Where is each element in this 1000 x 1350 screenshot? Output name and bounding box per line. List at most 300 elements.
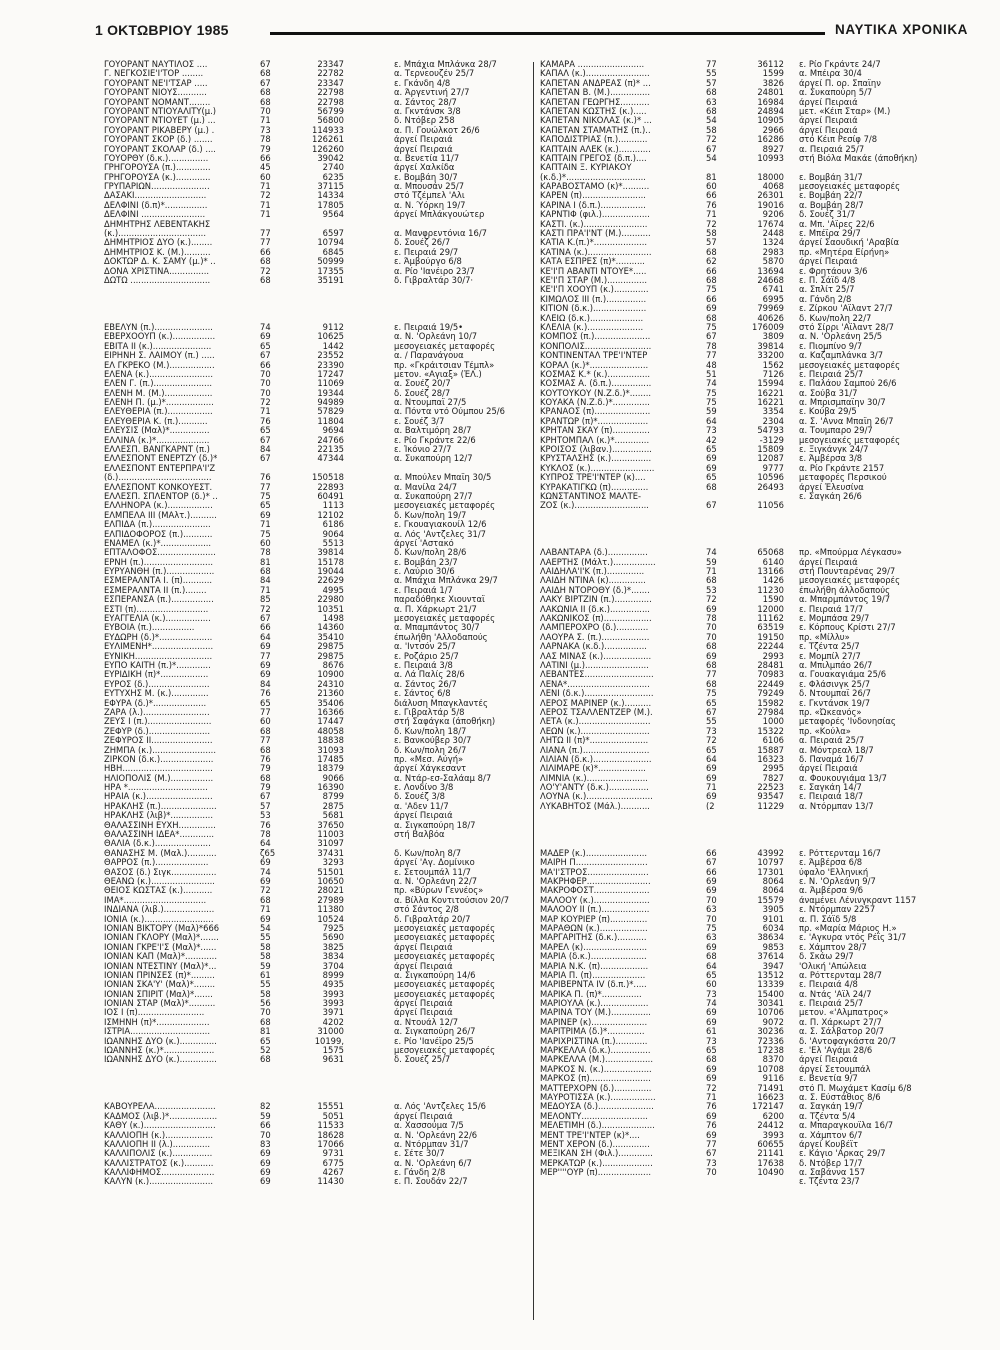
ship-row <box>104 915 529 924</box>
ship-location: ε. Κόρπους Κρίστι 27/7 <box>799 623 896 633</box>
ship-row <box>104 454 529 463</box>
ship-name: ΓΟΥΟΡΑΝΤ ΡΙΚΑΒΕΡΥ (μ.) . <box>104 125 215 135</box>
ship-location: άργεί Πειραιά <box>799 125 858 135</box>
tonnage: 79969 <box>757 303 784 314</box>
build-year: 67 <box>260 59 271 69</box>
tonnage: 11430 <box>317 1176 344 1187</box>
build-year: 69 <box>706 1063 717 1074</box>
ship-location: α. Πειραιά 25/7 <box>799 736 865 746</box>
ship-row <box>540 952 940 961</box>
ship-row <box>540 323 940 332</box>
ship-name: ΕΒΕΛΥΝ (π.)...................... <box>104 322 213 332</box>
build-year: 77 <box>706 669 717 680</box>
ship-row <box>540 445 940 454</box>
tonnage: 8064 <box>762 885 784 896</box>
ship-location: α. Ντουμπαΐ 27/5 <box>394 398 467 408</box>
ship-location: α. Ν. 'Ορλεάνη 10/7 <box>394 332 478 342</box>
ship-location: δ. Κων/πολη 28/6 <box>394 548 467 558</box>
ship-row <box>540 999 940 1008</box>
ship-location: ε. Φρητάουν 3/6 <box>799 266 868 276</box>
tonnage: 72336 <box>757 1035 784 1046</box>
build-year: 62 <box>706 256 717 267</box>
page-header <box>95 20 969 44</box>
ship-name: ΙΝΔΙΑΝΑ (λιβ.)................... <box>104 905 215 915</box>
ship-name: ΙΩΑΝΝΗΣ (κ.)*................... <box>104 1046 215 1056</box>
ship-name: ΚΡΑΝΤΩΡ (π)*................... <box>540 416 649 426</box>
ship-name: ΘΕΑΝΩ (κ.)........................ <box>104 876 215 886</box>
build-year: 69 <box>706 1110 717 1121</box>
tonnage: 9694 <box>322 425 344 436</box>
build-year: 83 <box>260 1138 271 1149</box>
tonnage: 126261 <box>312 134 344 145</box>
build-year: 69 <box>260 1148 271 1159</box>
ship-location: μεσογειακές μεταφορές <box>394 989 495 999</box>
build-year: 68 <box>706 87 717 98</box>
ship-location: μεσογειακές μεταφορές <box>394 933 495 943</box>
ship-name: ΚΡΥΣΤΑΛΣΗΣ (κ.)............... <box>540 454 652 464</box>
ship-location: α. Βαλτιμόρη 28/7 <box>394 426 472 436</box>
build-year: 42 <box>706 434 717 445</box>
tonnage: 65068 <box>757 547 784 558</box>
ship-name: ΕΥΡΥΑΝΘΗ (π.).................. <box>104 567 215 577</box>
ship-name: ΚΑΠΕΤΑΝ ΝΙΚΟΛΑΣ (κ.)* ... <box>540 116 652 126</box>
build-year: 73 <box>706 988 717 999</box>
ship-location: ύφαλο 'Ελληνική <box>799 867 869 877</box>
build-year: 48 <box>706 359 717 370</box>
ship-location: άργεί Σετουμπάλ <box>799 1064 871 1074</box>
ship-row <box>540 370 940 379</box>
group-spacer <box>104 295 529 304</box>
tonnage <box>736 1177 784 1186</box>
tonnage: 16323 <box>757 753 784 764</box>
ship-location: α. Π. Χάρκωρτ 21/7 <box>394 604 477 614</box>
build-year: 73 <box>706 425 717 436</box>
ship-location: α. Σαβάννα 157 <box>799 1168 866 1178</box>
ship-name: ΚΛΕΙΩ (δ.κ.).................... <box>540 313 644 323</box>
ship-location: α. Π. Σάϊδ 5/8 <box>799 914 857 924</box>
ship-location <box>344 839 529 848</box>
ship-name: ΜΑΡΙΧΡΙΣΤΙΝΑ (π.)............ <box>540 1036 648 1046</box>
build-year: 69 <box>706 462 717 473</box>
ship-name: ΜΑΡΙΝΑ ΤΟΥ (Μ.)............... <box>540 1008 651 1018</box>
ship-location: α. Σούβα 31/7 <box>799 388 858 398</box>
tonnage: 31093 <box>317 744 344 755</box>
tonnage: 17301 <box>757 866 784 877</box>
ship-location: α. Φουκουγιάμα 13/7 <box>799 773 887 783</box>
build-year: 59 <box>706 406 717 417</box>
ship-name: ΛΑΚΥ ΒΙΡΤΖΙΝ (π.).............. <box>540 595 652 605</box>
ship-name: ΓΡΗΓΟΡΟΥΣΑ (π.)............. <box>104 163 211 173</box>
ship-name: ΕΛΛΕΣΠΟΝΤ ΕΝΤΕΡΠΡΑ'Ι'Ζ <box>104 463 216 473</box>
ship-name: ΛΙΛΙΑΝ (δ.κ.)...................... <box>540 754 652 764</box>
ship-name: ΕΛΕΝ Γ. (π.)...................... <box>104 379 213 389</box>
tonnage: 4935 <box>322 979 344 990</box>
ship-location: ε. Ρόττερνταμ 16/7 <box>799 848 881 858</box>
build-year: 77 <box>260 228 271 239</box>
tonnage: 1000 <box>762 716 784 727</box>
build-year: 72 <box>260 397 271 408</box>
tonnage: 31097 <box>317 838 344 849</box>
ship-name: ΔΕΛΦΙΝΙ ........................ <box>104 210 206 220</box>
ship-location: δ. Γιβραλτάρ 30/7· <box>394 275 474 285</box>
ship-row <box>540 717 940 726</box>
tonnage: 56799 <box>317 105 344 116</box>
ship-location: ε. Άμβέρσα 6/8 <box>799 858 863 868</box>
build-year: 69 <box>260 875 271 886</box>
ship-location: ε. Πειραιά 29/7 <box>394 247 459 257</box>
ship-group <box>104 323 529 1065</box>
ship-location: στό Σάντος 2/8 <box>394 905 459 915</box>
ship-row <box>540 905 940 914</box>
tonnage: 6186 <box>322 519 344 530</box>
ship-name: ΜΑΡΑΘΩΝ (κ.).................. <box>540 923 648 933</box>
group-spacer <box>104 1084 529 1093</box>
build-year: 67 <box>260 613 271 624</box>
ship-row <box>104 792 529 801</box>
tonnage: 11069 <box>317 378 344 389</box>
build-year: 81 <box>260 1026 271 1037</box>
ship-name: ΚΑΠΤΑΙΝ ΑΛΕΚ (κ.)............ <box>540 144 651 154</box>
ship-location: άργεί Πειραιά <box>394 942 453 952</box>
ship-location: α. Βενετία 11/7 <box>394 153 460 163</box>
ship-name: ΓΟΥΟΡΑΝΤ ΝΤΙΟΥΑΛΙΤΥ(μ.) <box>104 106 217 116</box>
ship-name: ΕΥΠΟ ΚΑΙΤΗ (π.)*............. <box>104 661 211 670</box>
ship-location: α. Βίλλα Κοντιτούσιον 20/7 <box>394 895 510 905</box>
ship-location: πρ. «Μπούρμα Λέγκασυ» <box>799 548 902 558</box>
tonnage: 17485 <box>317 753 344 764</box>
ship-location: ε. Κάγιο 'Αρκας 29/7 <box>799 1149 886 1159</box>
ship-name: ΜΑΙΡΗ Π........................... <box>540 858 648 868</box>
ship-name: ΚΡΑΝΑΟΣ (π)..................... <box>540 407 651 417</box>
ship-location: ε. Γκουαγιακουίλ 12/6 <box>394 520 487 530</box>
ship-name: ΚΑΠΕΤΑΝ ΚΩΣΤΗΣ (κ.)..... <box>540 106 647 116</box>
tonnage: 6597 <box>322 228 344 239</box>
build-year: 69 <box>260 1167 271 1178</box>
build-year: 55 <box>260 979 271 990</box>
ship-location: πρ. «Κούλα» <box>799 726 851 736</box>
ship-name: ΓΟΥΟΡΑΝΤ ΝΕ'Ι'ΤΣΑΡ ..... <box>104 78 208 88</box>
ship-location: άργεί Πειραιά <box>394 961 453 971</box>
ship-location: άργεί Πειραιά <box>394 811 453 821</box>
ship-name: ΕΛΛΗΝΟΡΑ (κ.)................. <box>104 501 213 511</box>
ship-name: ΙΟΝΙΑΝ ΚΑΠ (Μαλ)*............ <box>104 952 218 962</box>
build-year: 65 <box>706 444 717 455</box>
ship-location: ε. Γιβραλτάρ 5/8 <box>394 707 465 717</box>
ship-row <box>540 1131 940 1140</box>
ship-row <box>540 60 940 69</box>
ship-location: α. Σιγκαπούρη 26/7 <box>394 1027 476 1037</box>
ship-location: ε. Ρίο 'Ιανέϊρο 25/5 <box>394 1036 474 1046</box>
build-year: 59 <box>260 960 271 971</box>
ship-name: ΕΠΤΑΛΟΦΟΣ...................... <box>104 548 216 558</box>
build-year: 68 <box>706 481 717 492</box>
ship-location: α. Ν. 'Ορλεάνη 25/5 <box>799 332 883 342</box>
ship-location: δ. Κων/πολη 19/7 <box>394 510 467 520</box>
ship-row <box>540 201 940 210</box>
ship-name: ΓΟΥΟΡΑΝΤ ΝΑΥΤΙΛΟΣ .... <box>104 60 208 69</box>
ship-location: α. Μπάχια Μπλάνκα 29/7 <box>394 576 498 586</box>
ship-name: ΜΑΤΤΕΡΧΟΡΝ (δ.).............. <box>540 1083 652 1093</box>
tonnage: 24801 <box>757 87 784 98</box>
ship-row <box>540 314 940 323</box>
ship-location: ε. Άμβούργο 6/8 <box>394 257 462 267</box>
tonnage: 19016 <box>757 199 784 210</box>
ship-name: ΕΣΤΙ (π)........................... <box>104 604 209 614</box>
ship-location: δ. Κων/πολη 8/7 <box>394 848 462 858</box>
tonnage: 4267 <box>322 1167 344 1178</box>
tonnage: 18379 <box>317 763 344 774</box>
build-year: 68 <box>706 105 717 116</box>
tonnage: 8927 <box>762 143 784 154</box>
ship-row <box>540 1008 940 1017</box>
ship-location: α. Μπουσάν 25/7 <box>394 182 465 192</box>
ship-name: ΖΗΜΠΑ (κ.)........................ <box>104 745 216 755</box>
ship-name: Γ. ΝΕΓΚΟΣΙΕ'Ι'ΤΟΡ ........ <box>104 69 204 79</box>
ship-name: ΚΕ'Ι'Π ΑΒΑΝΤΙ ΝΤΟΥΕ*..... <box>540 266 647 276</box>
ship-row <box>540 248 940 257</box>
ship-location: ε. Γκντάνσκ 19/7 <box>799 698 871 708</box>
tonnage: 9066 <box>322 772 344 783</box>
ship-row <box>540 623 940 632</box>
ship-row <box>540 915 940 924</box>
ship-name: ΘΑΛΑΣΣΙΝΗ ΕΥΧΗ.............. <box>104 820 216 830</box>
ship-location: στή Σαφάγκα (άποθήκη) <box>394 717 496 727</box>
build-year: 67 <box>260 77 271 88</box>
ship-name: ΜΑΡΚΟΣ Ν. (κ.).................. <box>540 1064 652 1074</box>
ship-row <box>540 483 940 492</box>
ship-location: ε. Σέτε 30/7 <box>394 1149 445 1159</box>
tonnage: 15887 <box>757 744 784 755</box>
ship-location: πρ. «Βύρων Γεννέος» <box>394 886 484 896</box>
tonnage: 7827 <box>762 772 784 783</box>
ship-location: άργεί Πειραιά <box>799 1055 858 1065</box>
tonnage: 22629 <box>317 575 344 586</box>
ship-name: ΚΑΛΛΙΟΠΗ ΙΙ (λ.).............. <box>104 1139 211 1149</box>
ship-name: ΛΟΥΝΑ (κ.)......................... <box>540 792 653 802</box>
ship-row <box>540 107 940 116</box>
build-year: 68 <box>260 96 271 107</box>
tonnage: 51501 <box>317 866 344 877</box>
build-year: 84 <box>260 575 271 586</box>
ship-row <box>540 933 940 942</box>
build-year: 77 <box>706 350 717 361</box>
tonnage: 12087 <box>757 453 784 464</box>
build-year: 76 <box>260 688 271 699</box>
ship-row <box>540 173 940 182</box>
ship-name: ΚΛΕΛΙΑ (κ.)..................... <box>540 322 644 332</box>
ship-location: α. Άμβέρσα 9/6 <box>799 886 864 896</box>
build-year: 66 <box>706 847 717 858</box>
tonnage: 15994 <box>757 378 784 389</box>
build-year: 68 <box>706 951 717 962</box>
ship-name: ΕΛΕΝΗ Π. (μ.)*.................. <box>104 398 214 408</box>
ship-name: ΕΛ ΓΚΡΕΚΟ (Μ.)................. <box>104 360 215 370</box>
tonnage: 1324 <box>762 237 784 248</box>
tonnage: 22449 <box>757 678 784 689</box>
ship-location: μεσογειακές μεταφορές <box>394 952 495 962</box>
ship-location: δ. Ντουμπαΐ 26/7 <box>799 689 871 699</box>
ship-row <box>540 1055 940 1064</box>
ship-location: άργεί Μπλάκγουώτερ <box>394 210 485 220</box>
ship-name: ΖΕΦΥΡ (δ.)....................... <box>104 726 211 736</box>
build-year: 59 <box>706 556 717 567</box>
ship-name: ΕΥΒΟΙΑ (π.)................ <box>104 623 195 633</box>
build-year: 79 <box>260 782 271 793</box>
ship-name: ΚΑΣΤΙ ΠΡΑ'Ι'ΝΤ (Μ.)........... <box>540 229 651 239</box>
ship-row <box>104 210 529 219</box>
ship-location: ε. Τζέντα 23/7 <box>799 1177 860 1187</box>
tonnage: 1562 <box>762 359 784 370</box>
tonnage: 40626 <box>757 312 784 323</box>
ship-name: ΚΥΠΡΟΣ ΤΡΕ'Ι'ΝΤΕΡ (κ).... <box>540 473 646 483</box>
tonnage: 39814 <box>317 547 344 558</box>
ship-name: ΛΕΒΑΝΤΕΣ.......................... <box>540 670 654 680</box>
ship-row <box>540 1046 940 1055</box>
tonnage: 50999 <box>317 256 344 267</box>
ship-location: α. Λά Παλίς 28/6 <box>394 670 465 680</box>
build-year: 55 <box>260 932 271 943</box>
ship-location: στή Πουνταρένας 29/7 <box>799 567 896 577</box>
ship-row <box>104 933 529 942</box>
ship-row <box>104 952 529 961</box>
build-year: 60 <box>260 171 271 182</box>
ship-location: στή Βαλβόα <box>394 830 445 840</box>
tonnage: 9101 <box>762 913 784 924</box>
ship-row <box>104 520 529 529</box>
build-year: 74 <box>706 547 717 558</box>
ship-location: μετον. «'Αλμπατρος» <box>799 1008 889 1018</box>
ship-name: ΕΛΛΕΣΠΟΝΤ ΕΝΕΡΤΖΥ (δ.)* <box>104 454 218 464</box>
ship-location: άργεί Σαουδική 'Αραβία <box>799 238 900 248</box>
tonnage: 24766 <box>317 434 344 445</box>
tonnage: 3809 <box>762 331 784 342</box>
ship-location: α. Λός 'Αντζελες 15/6 <box>394 1102 486 1112</box>
ship-location: ε. Πειραιά 25/7 <box>799 369 864 379</box>
ship-name: (δ.)................................... <box>104 473 212 483</box>
ship-location: ε. Μομπάσα 29/7 <box>799 614 870 624</box>
build-year: 72 <box>706 218 717 229</box>
ship-name: ΕΣΜΕΡΑΛΝΤΑ ΙΙ (π.)........ <box>104 585 207 595</box>
tonnage: 3825 <box>322 941 344 952</box>
tonnage: 17247 <box>317 368 344 379</box>
ship-name: ΚΥΡΑΚΑΤΙΓΚΩ (π).............. <box>540 482 649 492</box>
ship-name: ΘΕΙΟΣ ΚΩΣΤΑΣ (κ.)........... <box>104 886 213 896</box>
build-year: 71 <box>706 782 717 793</box>
ship-location: ε. Βομβάη 23/7 <box>394 557 458 567</box>
ship-name: ΙΟΝΙΑΝ ΣΠΙΡΙΤ (Μαλ)*....... <box>104 989 213 999</box>
tonnage: 6775 <box>322 1157 344 1168</box>
ship-location: άργεί 'Αστακό <box>394 538 454 548</box>
tonnage: -3129 <box>759 434 784 445</box>
tonnage: 27984 <box>757 706 784 717</box>
ship-name: ΚΑΡΙΝΑ Ι (δ.π.)................. <box>540 200 646 210</box>
ship-location: ε. 'Ελ 'Αγάμι 28/6 <box>799 1046 873 1056</box>
ship-row <box>540 877 940 886</box>
ship-location: α. Μπαραγκουΐλα 16/7 <box>799 1121 894 1131</box>
ship-location: α. Πόντα ντό Ούμπου 25/6 <box>394 407 505 417</box>
ship-location: άργεί Πειραιά <box>799 764 858 774</box>
tonnage: 2740 <box>322 162 344 173</box>
group-spacer <box>540 511 940 520</box>
tonnage: 18628 <box>317 1129 344 1140</box>
build-year: 76 <box>706 199 717 210</box>
tonnage: 6741 <box>762 284 784 295</box>
tonnage: 15809 <box>757 444 784 455</box>
tonnage: 79249 <box>757 688 784 699</box>
tonnage: 63519 <box>757 622 784 633</box>
tonnage: 31000 <box>317 1026 344 1037</box>
ship-location: α. Σάντος 26/7 <box>394 679 457 689</box>
build-year: 67 <box>260 791 271 802</box>
tonnage: 22135 <box>317 444 344 455</box>
ship-name: ΙΟΣ Ι (π)......................... <box>104 1008 205 1018</box>
build-year: 67 <box>706 1148 717 1159</box>
build-year: 69 <box>706 791 717 802</box>
group-spacer <box>104 1074 529 1083</box>
tonnage: 9064 <box>322 528 344 539</box>
build-year: (2 <box>706 800 715 811</box>
ship-name: ΕΛΕΝΑ (κ.)........................ <box>104 369 213 379</box>
ship-row <box>540 238 940 247</box>
ship-location: 'Ολική 'Απώλεια <box>799 961 867 971</box>
ship-name: ΛΟ'Υ'ΑΝΤΥ (δ.κ.)............... <box>540 783 649 793</box>
build-year: 81 <box>706 171 717 182</box>
ship-name: ΕΛΕΥΘΕΡΙΑ Κ. (π.)........... <box>104 416 208 426</box>
ship-name: ΜΑΡΙΑ (δ.κ.)..................... <box>540 952 647 962</box>
build-year: 70 <box>260 105 271 116</box>
ship-row <box>540 1112 940 1121</box>
ship-group <box>104 1102 529 1187</box>
ship-name: ΗΒΗ.................................. <box>104 764 213 774</box>
build-year: 65 <box>260 500 271 511</box>
ship-location: πρ. «Μαρία Μάριος Η.» <box>799 923 897 933</box>
build-year: 67 <box>706 857 717 868</box>
ship-row <box>540 1093 940 1102</box>
ship-location: άναμένει Λένινγκραντ 1157 <box>799 895 917 905</box>
build-year: 77 <box>260 481 271 492</box>
ship-name: ΜΑΡΙΤΡΙΜΑ (δ.)*.............. <box>540 1027 645 1037</box>
build-year: 58 <box>260 941 271 952</box>
ship-row <box>540 849 940 858</box>
tonnage: 6106 <box>762 735 784 746</box>
tonnage: 2995 <box>762 763 784 774</box>
ship-row <box>540 407 940 416</box>
ship-location: ε. Μπέϊρα 29/7 <box>799 229 861 239</box>
build-year: 79 <box>260 763 271 774</box>
ship-location: ε. Ξιγκάνγκ 24/7 <box>799 445 869 455</box>
build-year: 71 <box>260 584 271 595</box>
ship-name: ΘΑΡΡΟΣ (π.).................... <box>104 858 209 868</box>
ship-name: ΚΑΠΕΤΑΝ ΣΤΑΜΑΤΗΣ (π.).. <box>540 125 651 135</box>
ship-row <box>540 1149 940 1158</box>
ship-name: ΕΝΑΜΕΛ (κ.)*................... <box>104 538 212 548</box>
ship-location: ε. Ν. 'Ορλεάνη 9/7 <box>799 876 876 886</box>
ship-location: α. Ντάρ-εσ-Σαλάαμ 8/7 <box>394 773 492 783</box>
ship-location: στό Σίρρι 'Αϊλαντ 28/7 <box>799 322 894 332</box>
ship-location: δ. Ντόβερ 17/7 <box>799 1158 863 1168</box>
ship-location: α. Μπέιρα 30/4 <box>799 69 862 79</box>
tonnage: 10625 <box>317 331 344 342</box>
tonnage: 28021 <box>317 885 344 896</box>
ship-name: ΗΡΑΙΑ (κ.)......................... <box>104 792 213 802</box>
ship-name: ΜΑΡΙΑ Π. (π).................... <box>540 970 646 980</box>
ship-name: ΚΙΤΙΟΝ (δ.κ.).................... <box>540 304 647 314</box>
ship-row <box>540 426 940 435</box>
ship-row <box>540 145 940 154</box>
ship-location: α. Λός 'Αντζελες 31/7 <box>394 529 486 539</box>
tonnage: 60655 <box>757 1138 784 1149</box>
ship-name: ΕΣΠΕΡΑΝΣΑ (π.)................ <box>104 595 214 605</box>
